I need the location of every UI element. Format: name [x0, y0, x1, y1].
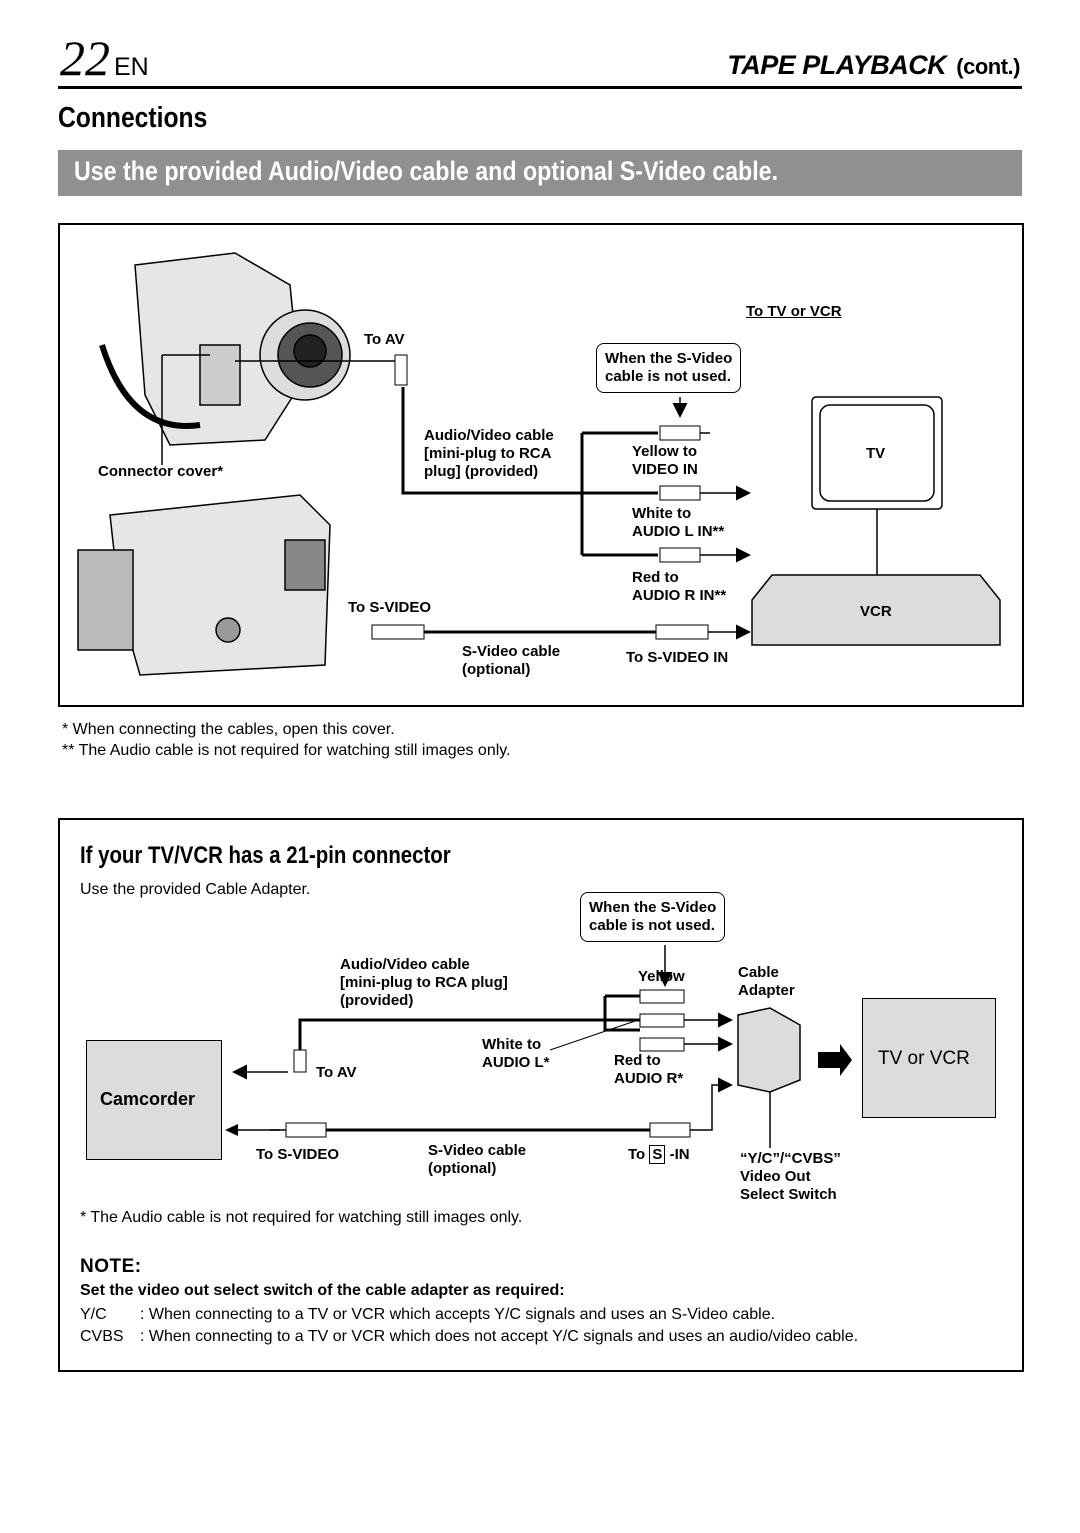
cable-adapter-label: Cable Adapter	[738, 964, 795, 999]
pin21-red-label: Red to AUDIO R*	[614, 1052, 684, 1087]
to-s-in-label: To S -IN	[628, 1146, 690, 1163]
footnote-cover: * When connecting the cables, open this cover.	[62, 721, 395, 738]
section-title: TAPE PLAYBACK (cont.)	[727, 50, 1020, 80]
to-tv-vcr-label: To TV or VCR	[746, 303, 842, 320]
tv-or-vcr-label: TV or VCR	[878, 1048, 970, 1069]
to-av-label: To AV	[364, 331, 405, 348]
camcorder-label: Camcorder	[100, 1089, 196, 1109]
red-label: Red to AUDIO R IN**	[632, 569, 727, 604]
yellow-label: Yellow to VIDEO IN	[632, 443, 698, 478]
av-cable-label: Audio/Video cable [mini-plug to RCA plug] (provided)	[424, 427, 554, 480]
connections-heading: Connections	[58, 102, 208, 134]
pin21-to-svideo-label: To S-VIDEO	[256, 1146, 340, 1163]
video-out-switch-label: “Y/C”/“CVBS” Video Out Select Switch	[740, 1150, 841, 1203]
note-instruction: Set the video out select switch of the cable adapter as required:	[80, 1282, 565, 1299]
pin21-white-label: White to AUDIO L*	[482, 1036, 550, 1071]
to-svideo-label: To S-VIDEO	[348, 599, 432, 616]
pin21-subtitle: Use the provided Cable Adapter.	[80, 881, 311, 898]
connector-cover-label: Connector cover*	[98, 463, 224, 480]
connection-diagram	[58, 223, 1024, 707]
section-cont: (cont.)	[956, 54, 1020, 79]
vcr-label: VCR	[860, 603, 892, 620]
pin21-heading: If your TV/VCR has a 21-pin connector	[80, 842, 451, 869]
header-rule	[58, 86, 1022, 89]
white-label: White to AUDIO L IN**	[632, 505, 725, 540]
s-symbol: S	[649, 1145, 665, 1164]
svideo-cable-label: S-Video cable (optional)	[462, 643, 561, 678]
pin21-yellow-label: Yellow	[638, 968, 685, 985]
footnote-audio: ** The Audio cable is not required for watching still images only.	[62, 742, 511, 759]
page-number: 22 EN	[60, 30, 149, 86]
camcorder-side-illustration	[78, 495, 330, 675]
to-svideo-in-label: To S-VIDEO IN	[626, 649, 729, 666]
note-heading: NOTE:	[80, 1256, 142, 1277]
camcorder-top-illustration	[102, 253, 350, 445]
svideo-note-callout: When the S-Video cable is not used.	[596, 343, 741, 393]
pin21-footnote: * The Audio cable is not required for watching still images only.	[80, 1209, 523, 1226]
instruction-banner: Use the provided Audio/Video cable and optional S-Video cable.	[58, 150, 1022, 196]
tv-label: TV	[866, 445, 886, 462]
note-item-yc: Y/C : When connecting to a TV or VCR which accepts Y/C signals and uses an S-Video cable.	[80, 1306, 776, 1323]
pin21-to-av-label: To AV	[316, 1064, 357, 1081]
page-lang: EN	[114, 53, 149, 81]
pin21-svideo-note-callout: When the S-Video cable is not used.	[580, 892, 725, 942]
pin21-av-cable-label: Audio/Video cable [mini-plug to RCA plug] (provided)	[340, 956, 508, 1009]
pin21-svideo-cable-label: S-Video cable (optional)	[428, 1142, 527, 1177]
note-item-cvbs: CVBS : When connecting to a TV or VCR which does not accept Y/C signals and uses an audio/video cable.	[80, 1328, 859, 1345]
